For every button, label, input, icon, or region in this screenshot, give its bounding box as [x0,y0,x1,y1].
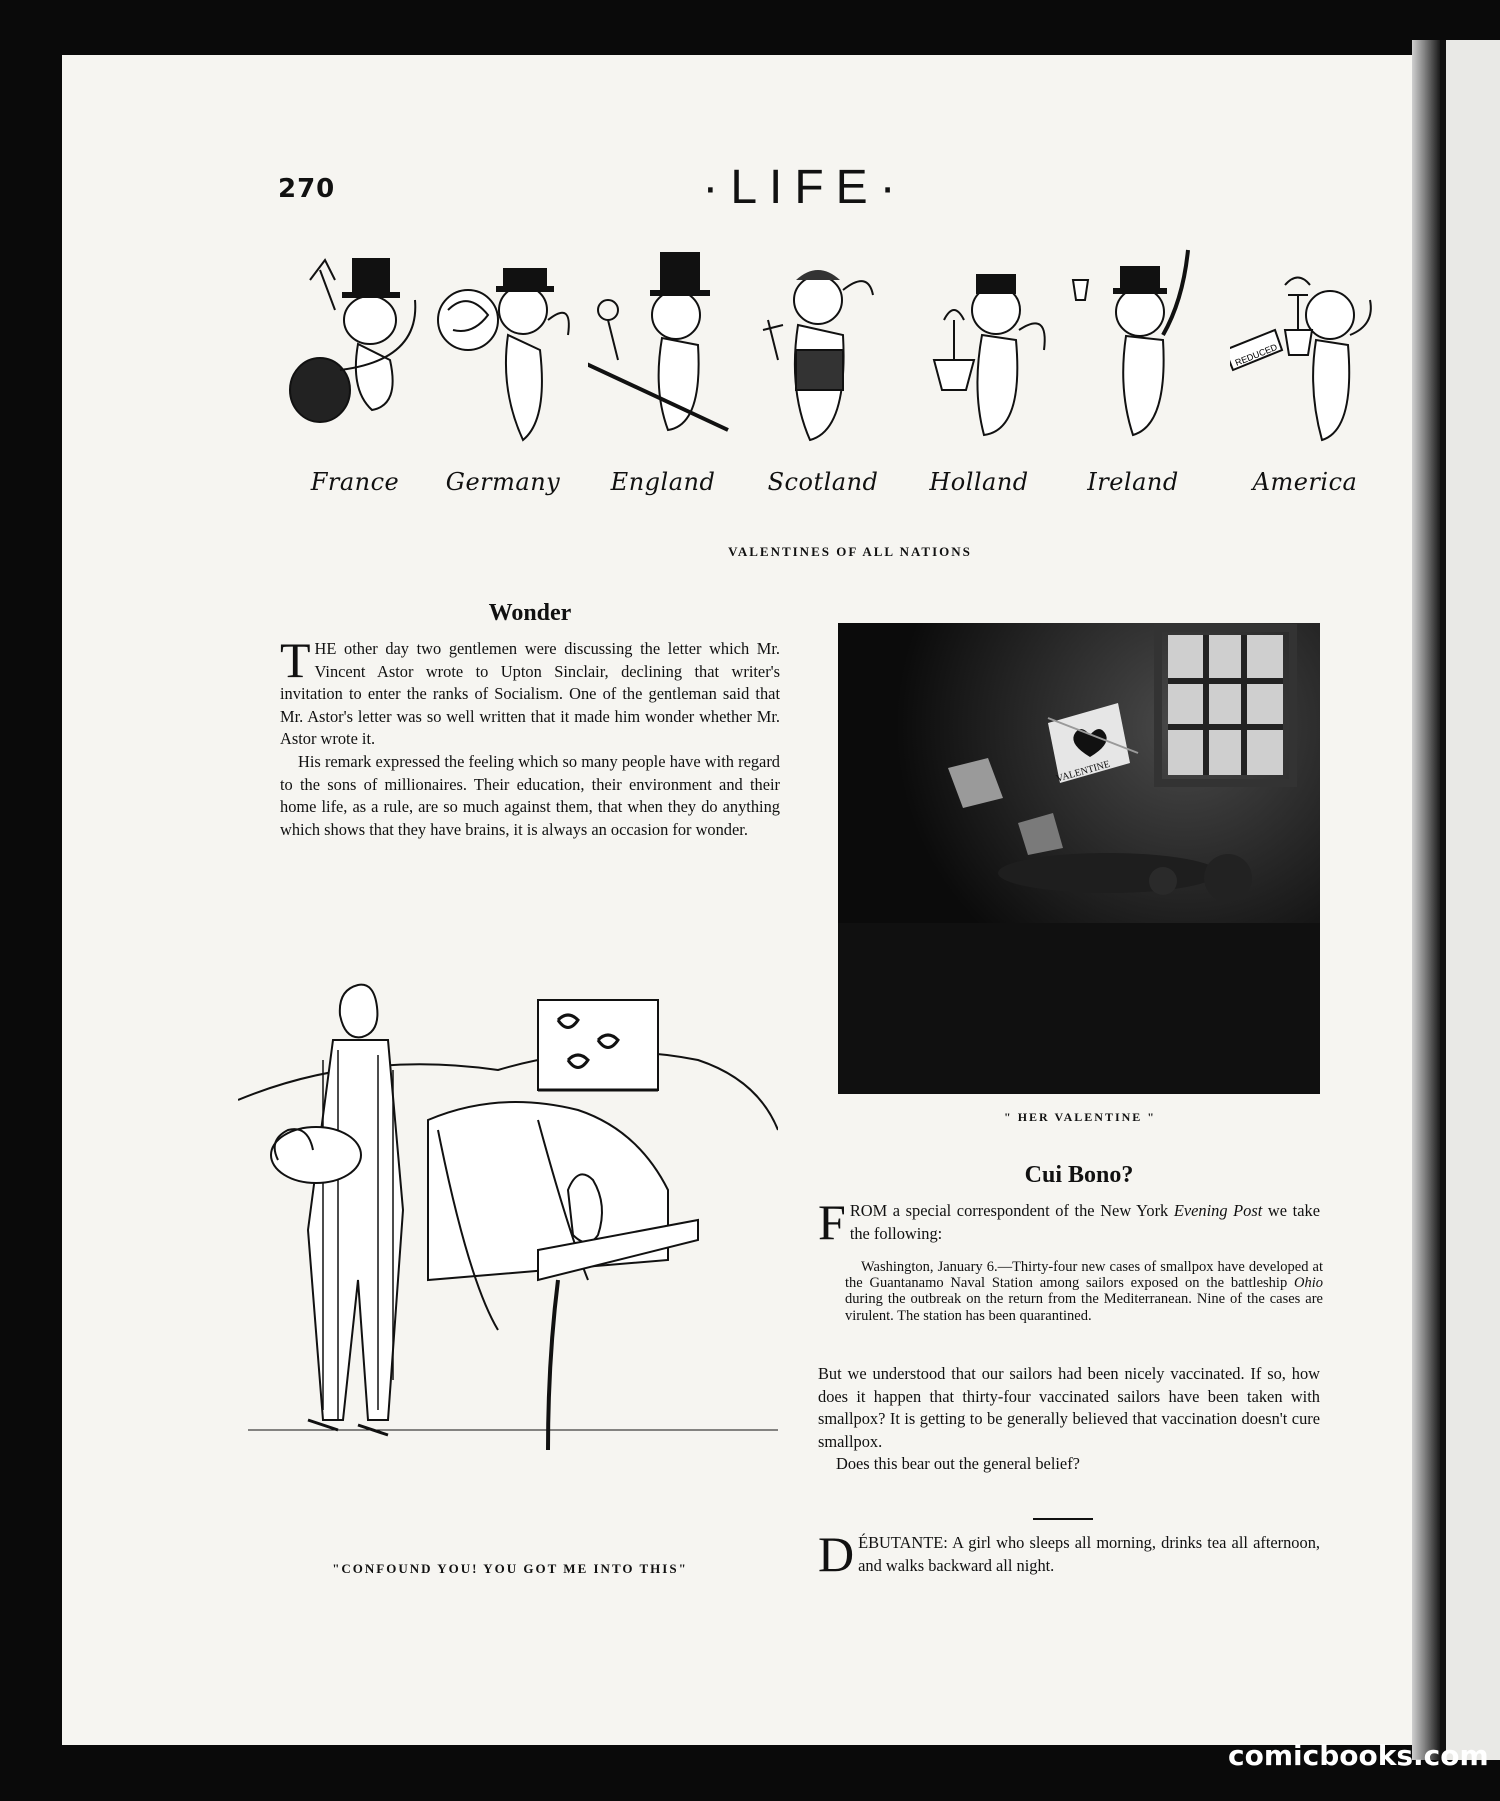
cupid-holland [904,240,1054,500]
page-number: 270 [278,174,336,204]
cupid-ireland-drawing [1058,240,1208,465]
painting-card-text: VALENTINE [1055,758,1112,785]
cupid-holland-drawing [904,240,1054,465]
painting-caption: " HER VALENTINE " [1004,1110,1156,1124]
valentines-strip [270,240,1400,520]
cui-bono-quote-b: during the outbreak on the return from the Mediterranean. Nine of the cases are virulent. The station has been quarantined. [845,1291,1323,1324]
section-divider [1033,1518,1093,1520]
nation-label-england: England [610,468,716,496]
cui-bono-paragraph-1: But we understood that our sailors had been nicely vaccinated. If so, how does it happen that thirty-four vaccinated sailors have been taken with smallpox? It is getting to be generally believed that vaccination doesn't cure smallpox. [818,1364,1320,1451]
cupid-england [588,240,738,500]
wonder-lead-text: HE other day two gentlemen were discussing the letter which Mr. Vincent Astor wrote to Upton Sinclair, declining that writer's invitation to enter the ranks of Socialism. One of the gentleman said that Mr. Astor's letter was so well written that it made him wonder whether Mr. Astor wrote it. [280,639,780,749]
cui-bono-body [818,1363,1320,1476]
book-spine [1412,40,1440,1760]
cui-bono-intro-paragraph [818,1194,1320,1250]
cupid-ireland [1058,240,1208,500]
cui-bono-intro-a: ROM a special correspondent of the New York [849,1201,1174,1220]
cui-bono-quote-a: Washington, January 6.—Thirty-four new cases of smallpox have developed at the Guantanamo Naval Station among sailors exposed on the battleship [845,1259,1323,1292]
confound-you-cartoon [238,980,778,1540]
cui-bono-intro-b: we take the following: [849,1201,1320,1243]
her-valentine-painting [838,623,1320,1094]
nation-label-holland: Holland [929,468,1029,496]
nation-label-france: France [310,468,400,496]
cui-bono-paragraph-2: Does this bear out the general belief? [836,1454,1080,1474]
masthead-life: ·LIFE· [702,161,908,214]
cupid-france [280,240,430,500]
debutante-definition [818,1526,1320,1582]
debutante-dropcap: D [818,1526,855,1582]
cupid-scotland-drawing [748,240,898,465]
cupid-america [1230,240,1380,500]
wonder-body [280,632,780,841]
wonder-paragraph-2: His remark expressed the feeling which so many people have with regard to the sons of millionaires. Their education, their environment and their home life, as a rule, are so much against them, that when they do anything which shows that they have brains, it is always an occasion for wonder. [280,751,780,839]
cartoon-drawing [238,980,778,1540]
cupid-germany-drawing [428,240,578,465]
cui-bono-quote [845,1259,1323,1324]
cui-bono-quote-italic: Ohio [1294,1275,1323,1292]
wonder-paragraph-1 [280,632,780,751]
facing-page-edge [1440,40,1500,1760]
cartoon-caption: "CONFOUND YOU! YOU GOT ME INTO THIS" [332,1561,688,1576]
cupid-america-drawing [1230,240,1380,465]
debutante-paragraph [818,1526,1320,1582]
cupid-england-drawing [588,240,738,465]
nation-label-scotland: Scotland [767,468,879,496]
nation-label-germany: Germany [445,468,561,496]
wonder-title: Wonder [488,600,572,626]
cupid-scotland [748,240,898,500]
nation-label-america: America [1252,468,1358,496]
reduced-sign-text: REDUCED [1233,341,1279,368]
painting-scene [838,623,1320,1094]
wonder-dropcap: T [280,632,311,688]
valentines-caption: VALENTINES OF ALL NATIONS [728,544,972,559]
cui-bono-quote-paragraph [845,1259,1323,1324]
nation-label-ireland: Ireland [1087,468,1179,496]
cupid-germany [428,240,578,500]
site-watermark: comicbooks.com [1228,1739,1489,1772]
cui-bono-dropcap: F [818,1194,846,1250]
debutante-text: ÉBUTANTE: A girl who sleeps all morning, drinks tea all afternoon, and walks backward all night. [858,1533,1320,1575]
cui-bono-intro-italic: Evening Post [1173,1201,1263,1220]
cupid-france-drawing [280,240,430,465]
cui-bono-intro [818,1194,1320,1250]
cui-bono-title: Cui Bono? [1024,1162,1134,1188]
